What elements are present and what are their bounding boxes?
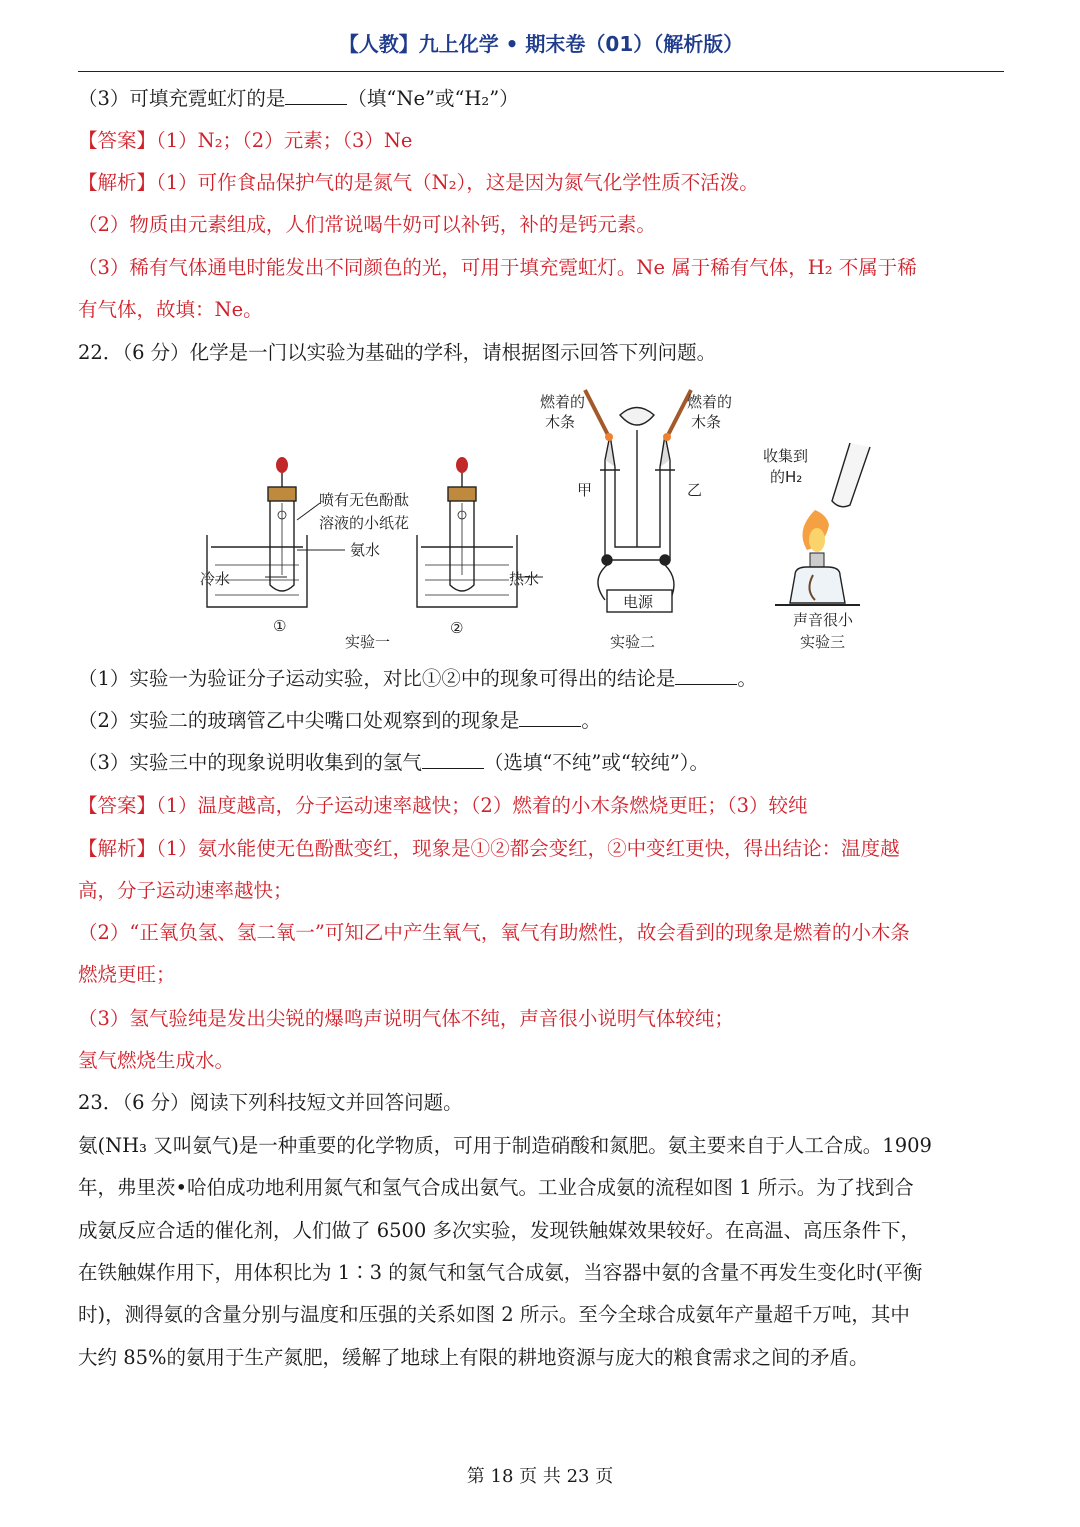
q22-part2-suffix: 。 bbox=[581, 709, 601, 732]
q22-part1-prefix: （1）实验一为验证分子运动实验，对比①②中的现象可得出的结论是 bbox=[78, 667, 676, 690]
answer-label: 【答案】 bbox=[78, 794, 157, 817]
caption-exp3: 实验三 bbox=[800, 633, 846, 651]
experiment-figure bbox=[195, 375, 885, 665]
q23-stem: 23．（6 分）阅读下列科技短文并回答问题。 bbox=[78, 1091, 463, 1114]
label-collected-2: 的H₂ bbox=[770, 468, 803, 486]
answer-blank bbox=[519, 708, 581, 727]
caption-exp1: 实验一 bbox=[345, 633, 391, 651]
label-power: 电源 bbox=[623, 593, 654, 611]
analysis-21-line1 bbox=[78, 170, 1004, 196]
analysis-22-line2: 高，分子运动速率越快； bbox=[78, 879, 293, 902]
header-rule bbox=[78, 71, 1004, 72]
answer-blank bbox=[285, 86, 347, 105]
beaker-2 bbox=[417, 457, 517, 607]
analysis-22-line5: （3）氢气验纯是发出尖锐的爆鸣声说明气体不纯，声音很小说明气体较纯； bbox=[78, 1007, 734, 1030]
burning-stick-left bbox=[585, 390, 613, 441]
q21-part3-suffix: （填“Ne”或“H₂”） bbox=[347, 87, 519, 110]
label-flower: 喷有无色酚酞 bbox=[319, 491, 410, 509]
q22-stem: 22．（6 分）化学是一门以实验为基础的学科，请根据图示回答下列问题。 bbox=[78, 341, 717, 364]
analysis-22-line6: 氢气燃烧生成水。 bbox=[78, 1049, 235, 1072]
analysis-22-line4: 燃烧更旺； bbox=[78, 963, 176, 986]
answer-label: 【答案】 bbox=[78, 129, 157, 152]
answer-21 bbox=[78, 128, 1004, 154]
label-flower2: 溶液的小纸花 bbox=[319, 514, 410, 532]
analysis-21-line2: （2）物质由元素组成，人们常说喝牛奶可以补钙，补的是钙元素。 bbox=[78, 213, 656, 236]
q23-paragraph-line1: 氨(NH₃ 又叫氨气)是一种重要的化学物质，可用于制造硝酸和氮肥。氨主要来自于人工合成。1909 bbox=[78, 1134, 932, 1157]
q21-part3 bbox=[78, 86, 1004, 112]
q23-paragraph-line6: 大约 85%的氨用于生产氮肥，缓解了地球上有限的耕地资源与庞大的粮食需求之间的矛盾。 bbox=[78, 1346, 869, 1369]
alcohol-lamp bbox=[775, 510, 860, 605]
page-footer: 第 18 页 共 23 页 bbox=[466, 1466, 614, 1487]
answer-blank bbox=[675, 666, 737, 685]
analysis-22-line1 bbox=[78, 836, 1004, 862]
burning-right-1: 燃着的 bbox=[687, 393, 733, 411]
q22-part2-prefix: （2）实验二的玻璃管乙中尖嘴口处观察到的现象是 bbox=[78, 709, 520, 732]
burning-left-1: 燃着的 bbox=[540, 393, 586, 411]
label-hot-water: 热水 bbox=[509, 570, 540, 588]
caption-exp2: 实验二 bbox=[610, 633, 656, 651]
label-jia: 甲 bbox=[577, 481, 593, 499]
q22-part1 bbox=[78, 666, 1004, 692]
answer-blank bbox=[422, 750, 484, 769]
analysis-21-line3: （3）稀有气体通电时能发出不同颜色的光，可用于填充霓虹灯。Ne 属于稀有气体，H₂ 不属于稀 bbox=[78, 256, 917, 279]
q23-paragraph-line5: 时)，测得氨的含量分别与温度和压强的关系如图 2 所示。至今全球合成氨年产量超千万吨，其中 bbox=[78, 1303, 910, 1326]
burning-left-2: 木条 bbox=[545, 413, 576, 431]
label-sound: 声音很小 bbox=[793, 611, 854, 629]
answer-22 bbox=[78, 793, 1004, 819]
q22-part3-suffix: （选填“不纯”或“较纯”）。 bbox=[483, 751, 710, 774]
q22-part3-prefix: （3）实验三中的现象说明收集到的氢气 bbox=[78, 751, 422, 774]
analysis-22-line3: （2）“正氧负氢、氢二氧一”可知乙中产生氧气，氧气有助燃性，故会看到的现象是燃着的小木条 bbox=[78, 921, 910, 944]
analysis-21-line4: 有气体，故填：Ne。 bbox=[78, 298, 263, 321]
burning-right-2: 木条 bbox=[691, 413, 722, 431]
analysis-label: 【解析】 bbox=[78, 171, 157, 194]
label-yi: 乙 bbox=[687, 481, 703, 499]
label-ammonia: 氨水 bbox=[350, 541, 381, 559]
q23-paragraph-line4: 在铁触媒作用下，用体积比为 1∶3 的氮气和氢气合成氨，当容器中氨的含量不再发生变化时(平衡 bbox=[78, 1261, 923, 1284]
analysis-text: （1）可作食品保护气的是氮气（N₂），这是因为氮气化学性质不活泼。 bbox=[156, 171, 759, 194]
analysis-label: 【解析】 bbox=[78, 837, 157, 860]
q22-part2 bbox=[78, 708, 1004, 734]
label-cold-water: 冷水 bbox=[200, 570, 231, 588]
q22-part1-suffix: 。 bbox=[737, 667, 757, 690]
answer-text: （1）温度越高，分子运动速率越快；（2）燃着的小木条燃烧更旺；（3）较纯 bbox=[156, 794, 808, 817]
analysis-text: （1）氨水能使无色酚酞变红，现象是①②都会变红，②中变红更快，得出结论：温度越 bbox=[156, 837, 900, 860]
q21-part3-prefix: （3）可填充霓虹灯的是 bbox=[78, 87, 286, 110]
answer-text: （1）N₂；（2）元素；（3）Ne bbox=[156, 129, 413, 152]
test-tube-h2 bbox=[832, 443, 870, 507]
page-header: 【人教】九上化学 • 期末卷（01）（解析版） bbox=[338, 32, 744, 56]
label-two: ② bbox=[450, 619, 464, 637]
q23-paragraph-line3: 成氨反应合适的催化剂，人们做了 6500 多次实验，发现铁触媒效果较好。在高温、高压条件下， bbox=[78, 1219, 921, 1242]
q23-paragraph-line2: 年，弗里茨•哈伯成功地利用氮气和氢气合成出氨气。工业合成氨的流程如图 1 所示。为了找到合 bbox=[78, 1176, 914, 1199]
label-one: ① bbox=[273, 617, 287, 635]
label-collected-1: 收集到 bbox=[763, 447, 809, 465]
q22-part3 bbox=[78, 750, 1004, 776]
